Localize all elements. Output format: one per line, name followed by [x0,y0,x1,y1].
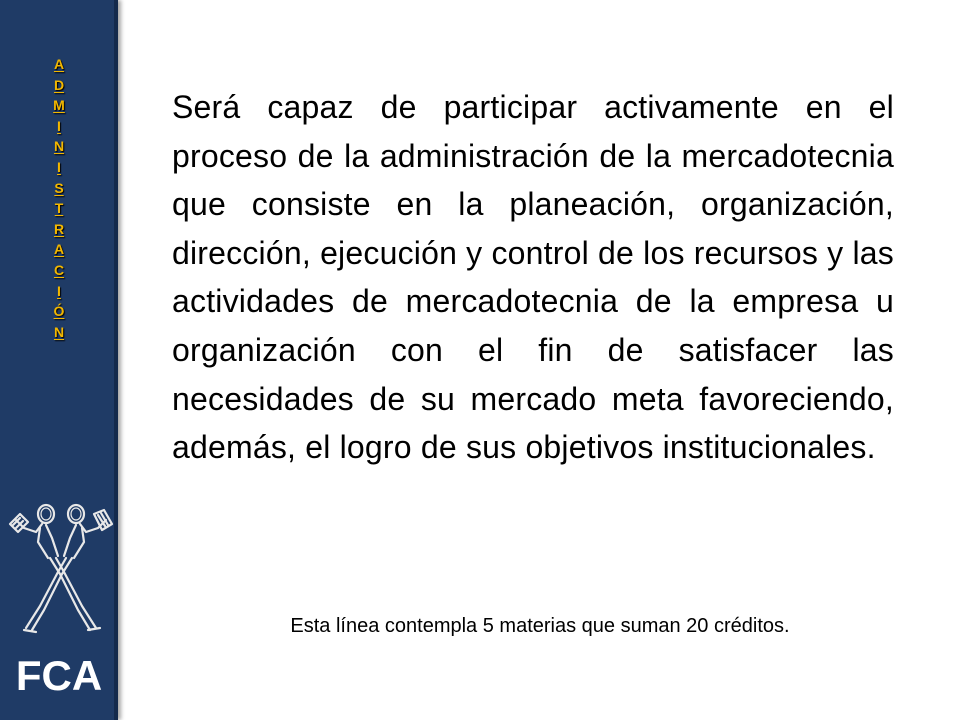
vertical-letter: T [54,200,64,217]
two-figures-logo-icon [6,498,114,638]
vertical-letter: D [53,76,65,93]
vertical-letter: A [53,241,65,258]
vertical-title [0,54,118,342]
vertical-letter: C [53,261,65,278]
footnote: Esta línea contempla 5 materias que suman 20 créditos. [290,615,790,637]
vertical-letter: I [57,282,61,299]
faculty-abbreviation: FCA [15,652,103,699]
vertical-letter: Ó [53,303,65,320]
vertical-letter: N [53,138,65,155]
vertical-letter: I [57,117,61,134]
vertical-letter: A [53,56,65,72]
vertical-letter: M [53,97,65,114]
main-paragraph: Será capaz de participar activamente en el proceso de la administración de la mercadotecnia que consiste en la planeación, organización, dirección, ejecución y control de los recursos y las actividades de mercadotecnia de la empresa u organización con el fin de satisfacer las necesidades de su mercado meta favoreciendo, además, el logro de sus objetivos institucionales. [172,89,894,466]
vertical-letter: I [57,158,61,175]
vertical-letter: R [53,220,65,237]
vertical-letter: N [53,323,65,340]
vertical-letter: S [54,179,64,196]
sidebar [0,0,118,720]
